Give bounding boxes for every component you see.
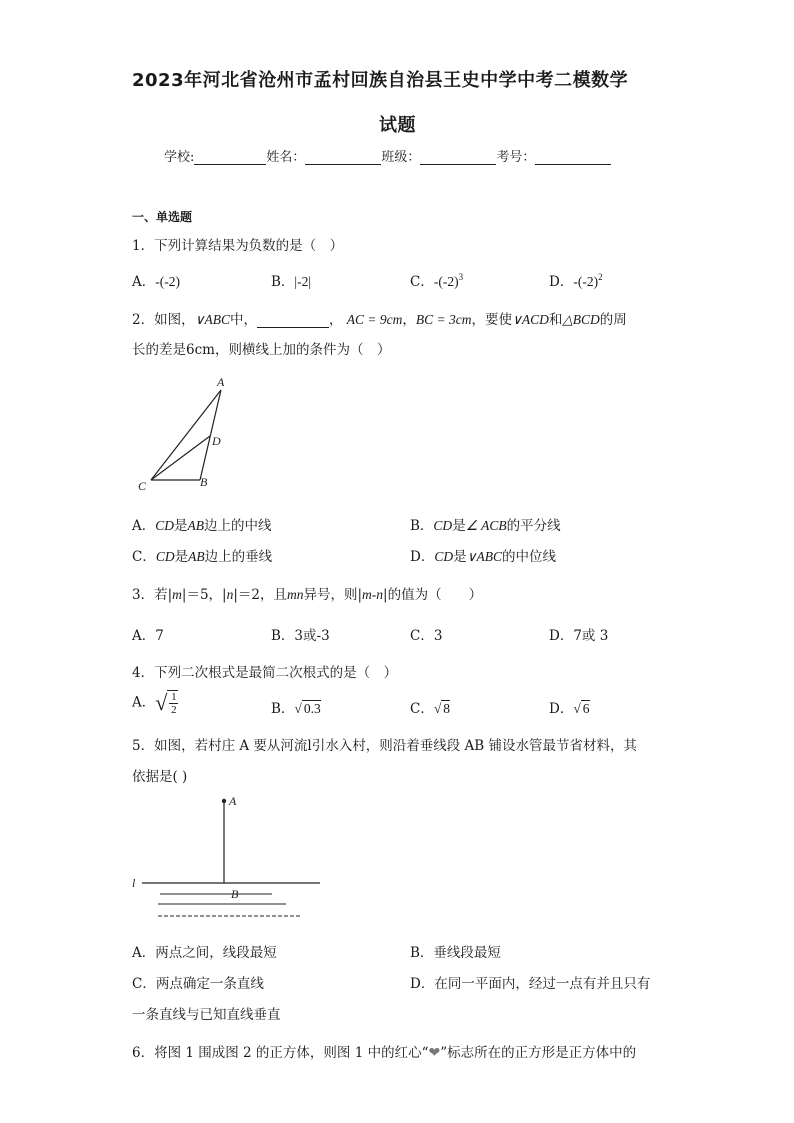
q4-option-b[interactable]: B．√ 0.3 [271,701,321,717]
q5-option-d[interactable]: D．在同一平面内，经过一点有并且只有 [410,976,651,992]
q2-option-a[interactable]: A．CD是AB边上的中线 [132,518,272,534]
question-5-stem: 5．如图，若村庄 A 要从河流l引水入村，则沿着垂线段 AB 铺设水管最节省材料，其 [132,738,637,754]
exam-no-label: 考号： [496,150,536,165]
q2-blank[interactable] [257,313,329,328]
name-label: 姓名： [266,150,306,165]
class-label: 班级： [381,150,421,165]
q2-option-c[interactable]: C．CD是AB边上的垂线 [132,549,273,565]
question-1-stem: 1．下列计算结果为负数的是（ ） [132,238,344,254]
school-label: 学校: [164,150,195,165]
question-3-stem: 3．若|m|＝5，|n|＝2，且mn异号，则|m-n|的值为（ ） [132,587,483,603]
q1-option-c[interactable]: C．$-(-2)^3$ [410,272,464,290]
vertex-c-label: C [138,479,147,493]
vertex-b-label: B [200,475,208,489]
class-field[interactable] [420,150,496,165]
q3-option-c[interactable]: C．3 [410,628,443,644]
section-heading: 一、单选题 [132,210,193,224]
q4-option-d[interactable]: D．√ 6 [549,701,590,717]
question-2-stem-line2: 长的差是6cm，则横线上加的条件为（ ） [132,342,391,358]
q3-option-b[interactable]: B．3或-3 [271,628,330,644]
q2-option-b[interactable]: B．CD是∠ ACB的平分线 [410,518,561,534]
q5-option-b[interactable]: B．垂线段最短 [410,945,501,961]
q2-option-d[interactable]: D．CD是∨ABC的中位线 [410,549,556,565]
q3-option-d[interactable]: D．7或 3 [549,628,609,644]
river-l-label: l [132,876,136,890]
name-field[interactable] [305,150,381,165]
q3-option-a[interactable]: A．7 [132,628,164,644]
q1-option-a[interactable]: A．-(-2) [132,274,180,290]
vertex-a-label: A [217,375,225,389]
village-a-label: A [229,794,237,808]
page-title: 2023年河北省沧州市孟村回族自治县王史中学中考二模数学 [132,70,629,91]
q4-option-a[interactable]: A．√ $\frac{1}{2}$ [132,690,177,716]
q1-option-b[interactable]: B．|-2| [271,274,312,290]
question-4-stem: 4．下列二次根式是最简二次根式的是（ ） [132,665,398,681]
point-b-label: B [231,887,239,901]
q1-option-d[interactable]: D．$-(-2)^2$ [549,272,603,290]
exam-no-field[interactable] [535,150,611,165]
q5-option-c[interactable]: C．两点确定一条直线 [132,976,264,992]
question-6-stem: 6．将图 1 围成图 2 的正方体，则图 1 中的红心“❤”标志所在的正方形是正方体中的 [132,1045,637,1061]
question-2-stem: 2．如图，∨ABC中， ， AC = 9cm，BC = 3cm，要使∨ACD和△BCD的周 [132,312,627,328]
school-field[interactable] [194,150,266,165]
heart-icon: ❤ [428,1045,441,1061]
point-d-label: D [212,434,221,448]
q5-option-a[interactable]: A．两点之间，线段最短 [132,945,277,961]
page-title-line2: 试题 [379,115,416,136]
triangle-figure [130,372,240,497]
river-figure [128,790,328,925]
q4-option-c[interactable]: C．√ 8 [410,701,451,717]
question-5-stem-line2: 依据是( ) [132,769,188,785]
q5-option-d-continued: 一条直线与已知直线垂直 [132,1007,281,1023]
student-info-row [164,146,611,165]
